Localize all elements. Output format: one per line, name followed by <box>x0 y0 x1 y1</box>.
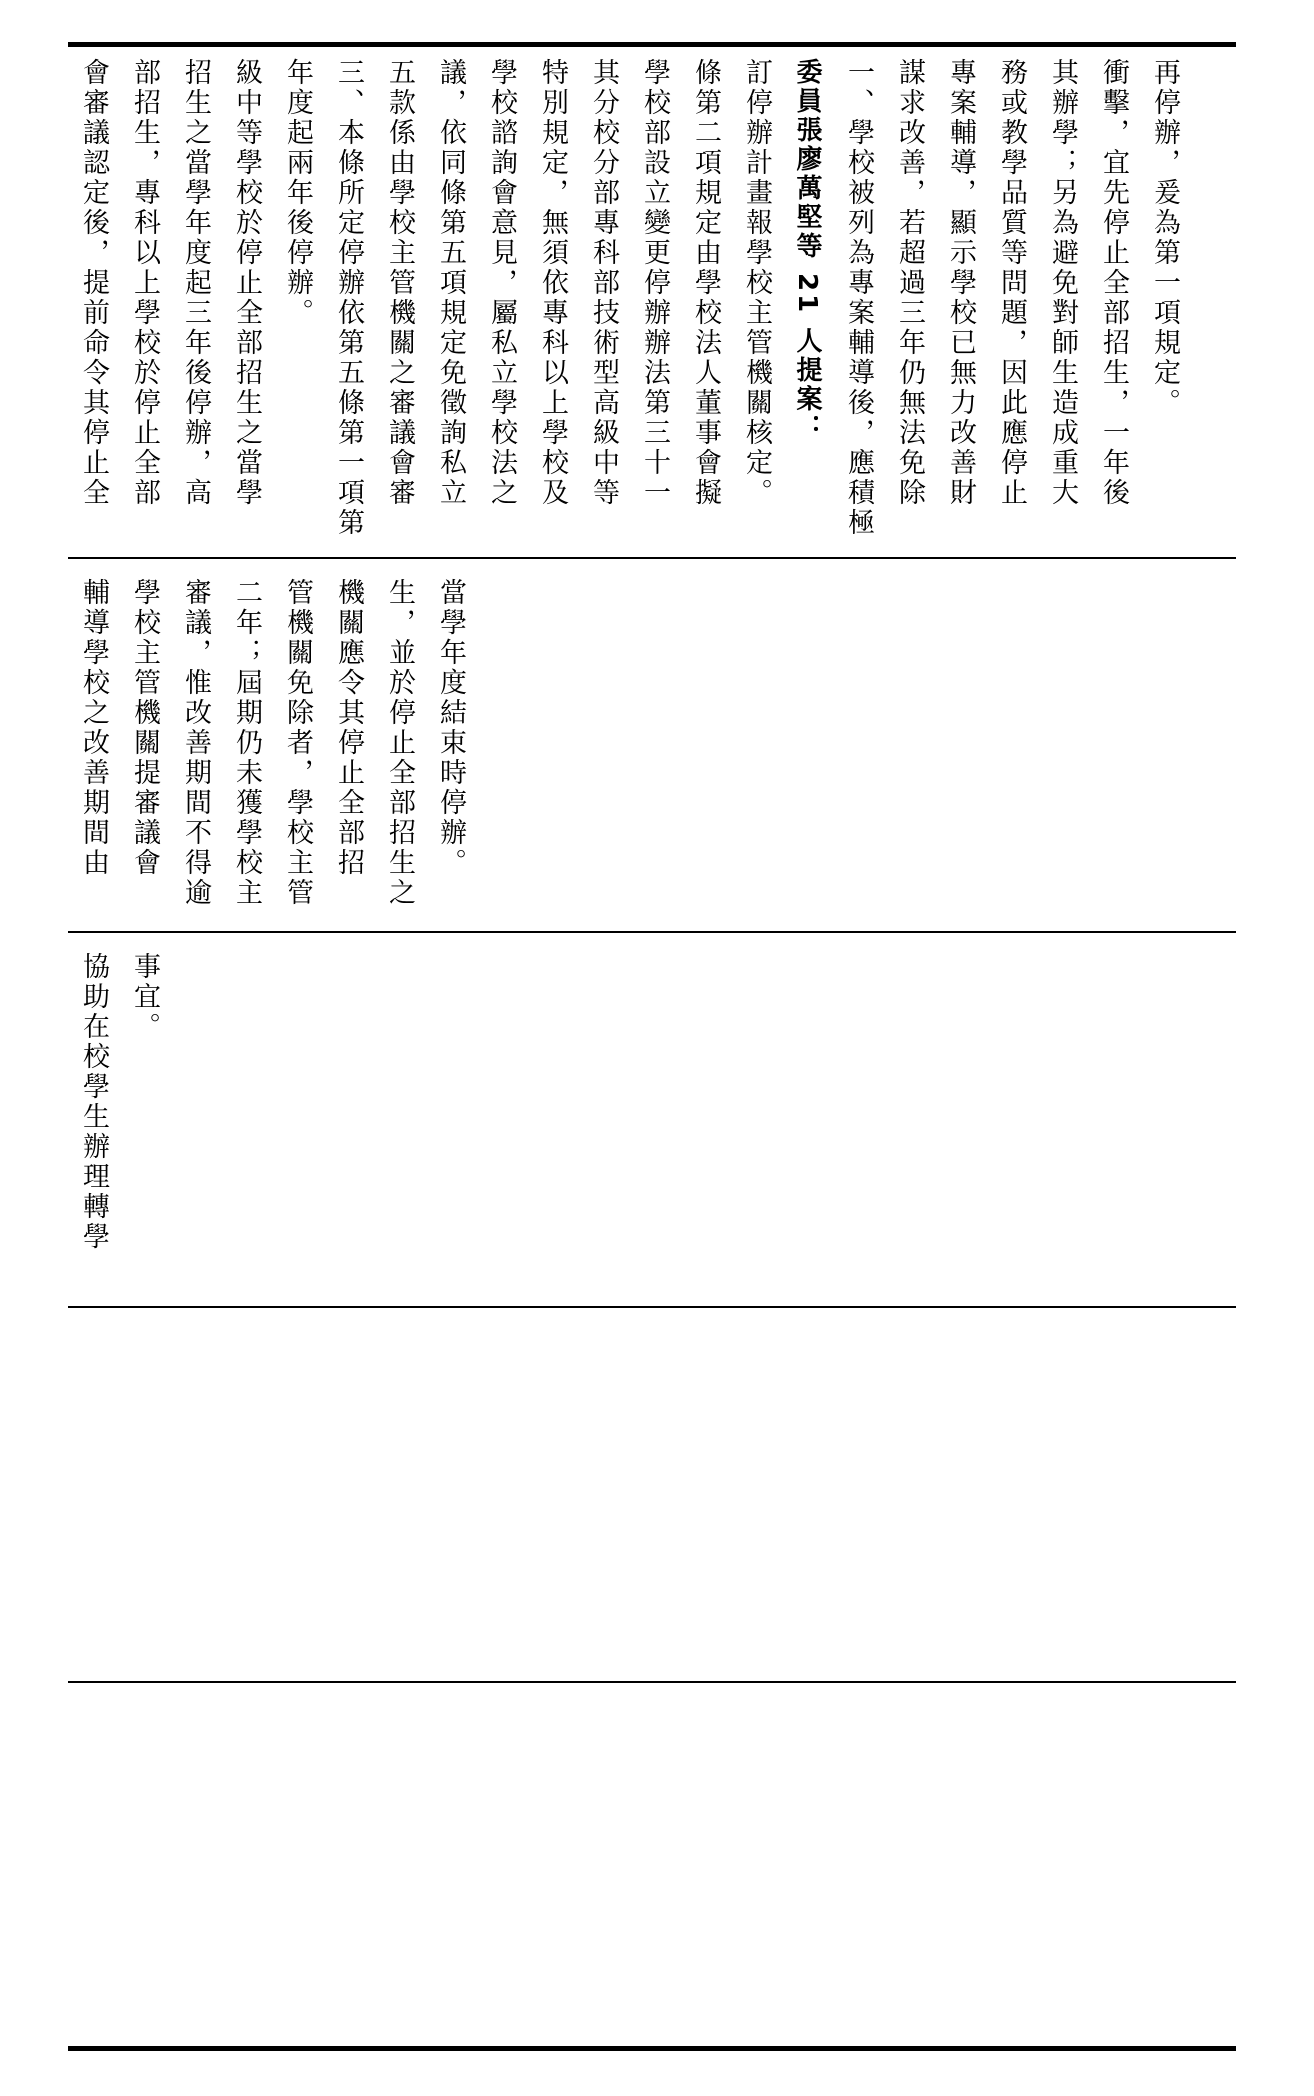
text-line: 三、本條所定停辦依第五條第一項第 <box>333 58 364 538</box>
text-line: 級中等學校於停止全部招生之當學 <box>231 58 262 508</box>
text-line: 特別規定，無須依專科以上學校及 <box>537 58 568 508</box>
text-line: 五款係由學校主管機關之審議會審 <box>384 58 415 508</box>
text-line: 務或教學品質等問題，因此應停止 <box>996 58 1027 508</box>
text-line: 輔導學校之改善期間由 <box>78 578 109 878</box>
text-line: 條第二項規定由學校法人董事會擬 <box>690 58 721 508</box>
text-line: 其辦學；另為避免對師生造成重大 <box>1047 58 1078 508</box>
cell-divider <box>68 1681 1236 1683</box>
cell-divider <box>68 557 1236 559</box>
text-line: 衝擊，宜先停止全部招生，一年後 <box>1098 58 1129 508</box>
text-line: 學校部設立變更停辦辦法第三十一 <box>639 58 670 508</box>
text-line: 二年；屆期仍未獲學校主 <box>231 578 262 908</box>
top-thick-rule <box>68 42 1236 47</box>
cell-divider <box>68 1306 1236 1308</box>
text-line: 學校主管機關提審議會 <box>129 578 160 878</box>
text-line: 當學年度結束時停辦。 <box>435 578 466 878</box>
text-line: 會審議認定後，提前命令其停止全 <box>78 58 109 508</box>
text-line: 年度起兩年後停辦。 <box>282 58 313 328</box>
text-line: 學校諮詢會意見，屬私立學校法之 <box>486 58 517 508</box>
cell-divider <box>68 931 1236 933</box>
text-line: 其分校分部專科部技術型高級中等 <box>588 58 619 508</box>
text-line: 部招生，專科以上學校於停止全部 <box>129 58 160 508</box>
text-line: 管機關免除者，學校主管 <box>282 578 313 908</box>
text-line: 訂停辦計畫報學校主管機關核定。 <box>741 58 772 508</box>
text-line: 事宜。 <box>129 952 160 1042</box>
text-line: 機關應令其停止全部招 <box>333 578 364 878</box>
text-line: 再停辦，爰為第一項規定。 <box>1149 58 1180 418</box>
text-line: 審議，惟改善期間不得逾 <box>180 578 211 908</box>
text-line: 招生之當學年度起三年後停辦，高 <box>180 58 211 508</box>
text-line: 協助在校學生辦理轉學 <box>78 952 109 1252</box>
text-line: 一、學校被列為專案輔導後，應積極 <box>843 58 874 538</box>
text-line: 專案輔導，顯示學校已無力改善財 <box>945 58 976 508</box>
bottom-thick-rule <box>68 2046 1236 2051</box>
proposal-heading: 委員張廖萬堅等 21 人提案： <box>792 58 822 444</box>
text-line: 議，依同條第五項規定免徵詢私立 <box>435 58 466 508</box>
text-line: 生，並於停止全部招生之 <box>384 578 415 908</box>
text-line: 謀求改善，若超過三年仍無法免除 <box>894 58 925 508</box>
